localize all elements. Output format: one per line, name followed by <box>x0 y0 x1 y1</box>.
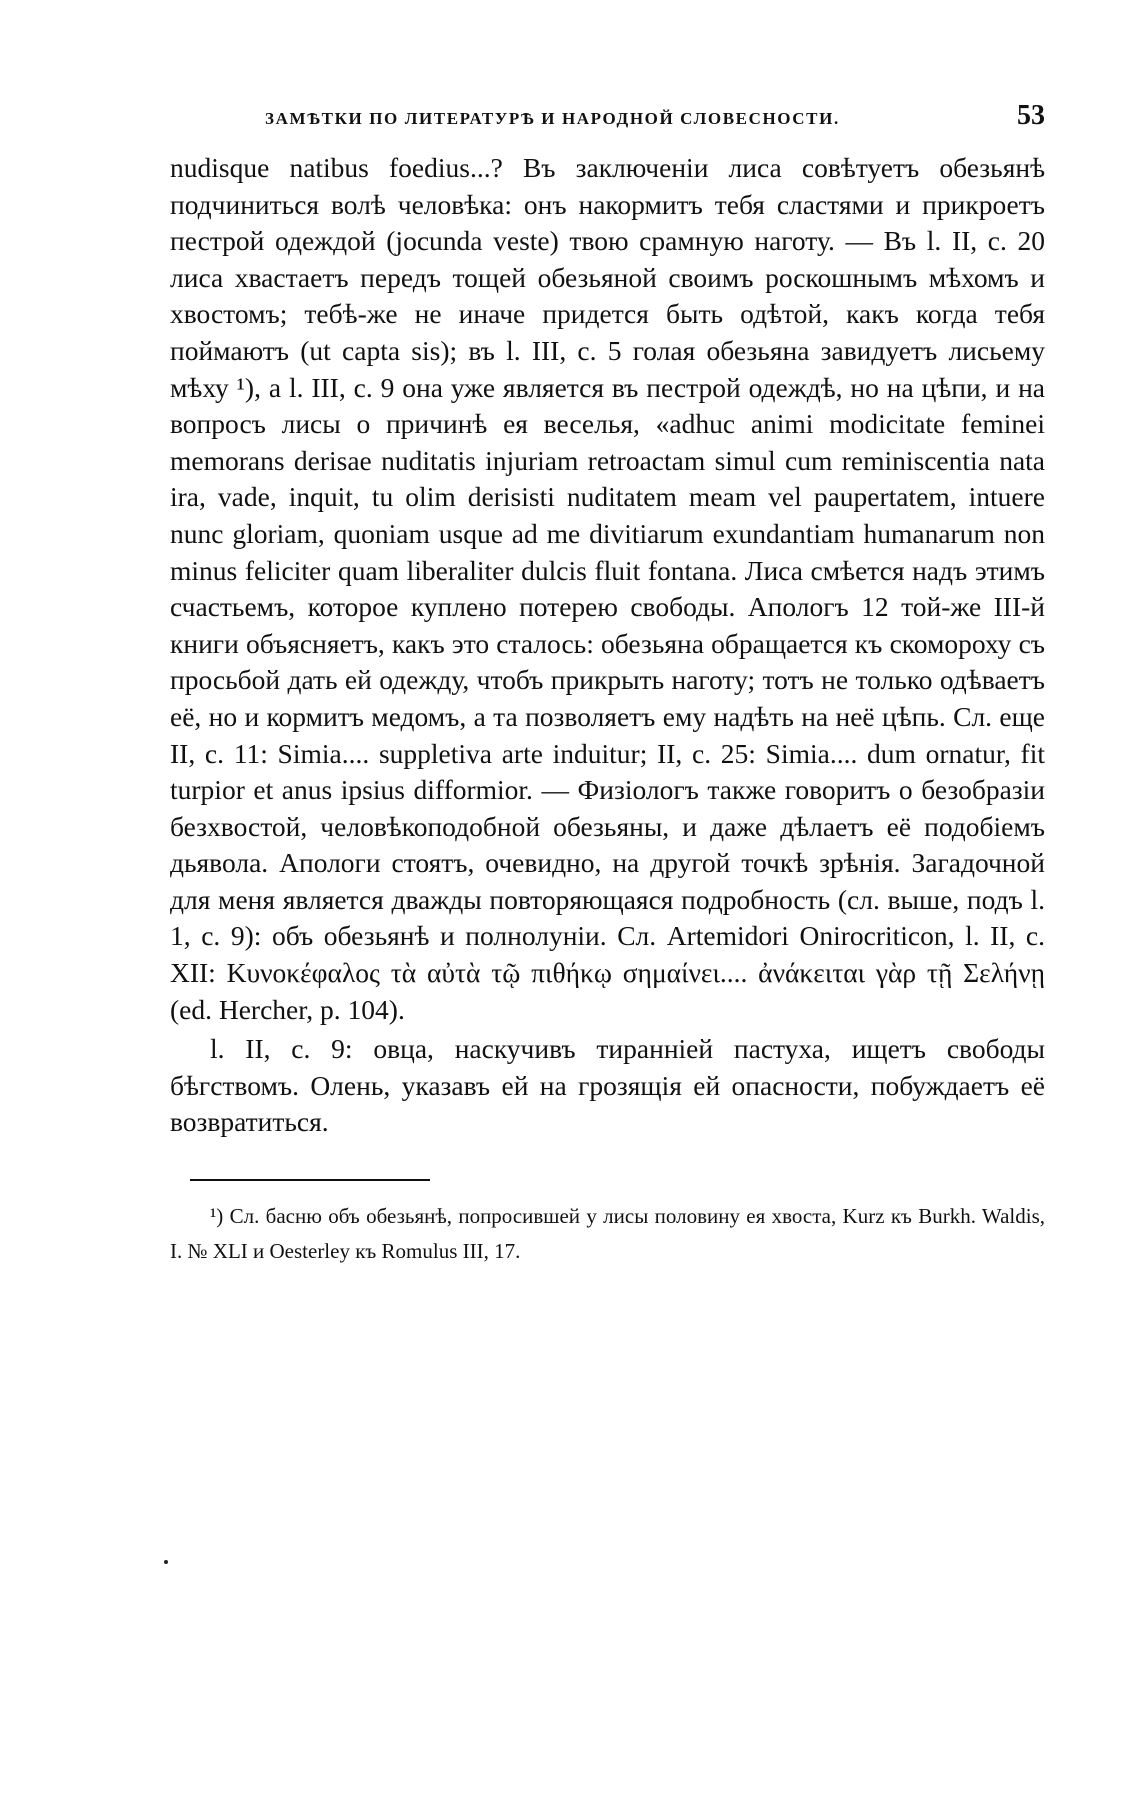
footnote: ¹) Сл. басню объ обезьянѣ, попросившей у лисы половину ея хвоста, Kurz къ Burkh. Waldis, I. № XLI и Oesterley къ Romulus III, 17. <box>170 1204 1045 1264</box>
page-header <box>265 100 1045 150</box>
book-page <box>170 100 1045 1269</box>
footnote-divider <box>190 1179 430 1181</box>
running-head: ЗАМѢТКИ ПО ЛИТЕРАТУРѢ И НАРОДНОЙ СЛОВЕСНОСТИ. <box>265 109 840 128</box>
margin-speck <box>164 1560 168 1564</box>
page-number: 53 <box>1017 100 1045 131</box>
second-paragraph: l. II, c. 9: овца, наскучивъ тиранніей пастуха, ищетъ свободы бѣгствомъ. Олень, указавъ ей на грозящія ей опасности, побуждаетъ её возвратиться. <box>170 1033 1045 1138</box>
main-paragraph: nudisque natibus foedius...? Въ заключеніи лиса совѣтуетъ обезьянѣ подчиниться волѣ человѣка: онъ накормитъ тебя сластями и прикроетъ пестрой одеждой (jocunda veste) твою срамную наготу. — Въ l. II, c. 20 лиса хвастаетъ передъ тощей обезьяной своимъ роскошнымъ мѣхомъ и хвостомъ; тебѣ-же не иначе придется быть одѣтой, какъ когда тебя поймаютъ (ut capta sis); въ l. III, c. 5 голая обезьяна завидуетъ лисьему мѣху ¹), а l. III, c. 9 она уже является въ пестрой одеждѣ, но на цѣпи, и на вопросъ лисы о причинѣ ея веселья, «adhuc animi modicitate feminei memorans derisae nuditatis injuriam retroactam simul cum reminiscentia nata ira, vade, inquit, tu olim derisisti nuditatem meam vel paupertatem, intuere nunc gloriam, quoniam usque ad me divitiarum exundantiam humanarum non minus feliciter quam liberaliter dulcis fluit fontana. Лиса смѣется надъ этимъ счастьемъ, которое куплено потерею свободы. Апологъ 12 той-же III-й книги объясняетъ, какъ это сталось: обезьяна обращается къ скомороху съ просьбой дать ей одежду, чтобъ прикрыть наготу; тотъ не только одѣваетъ её, но и кормитъ медомъ, а та позволяетъ ему надѣть на неё цѣпь. Сл. еще II, c. 11: Simia.... suppletiva arte induitur; II, c. 25: Simia.... dum ornatur, fit turpior et anus ipsius difformior. — Физіологъ также говоритъ о безобразіи безхвостой, человѣкоподобной обезьяны, и даже дѣлаетъ её подобіемъ дьявола. Апологи стоятъ, очевидно, на другой точкѣ зрѣнія. Загадочной для меня является дважды повторяющаяся подробность (сл. выше, подъ l. 1, c. 9): объ обезьянѣ и полнолуніи. Сл. Artemidori Onirocriticon, l. II, c. XII: Κυνοκέφαλος τὰ αὐτὰ τῷ πιθήκῳ σημαίνει.... ἀνάκειται γὰρ τῇ Σελήνῃ (ed. Hercher, p. 104). <box>170 152 1045 1025</box>
